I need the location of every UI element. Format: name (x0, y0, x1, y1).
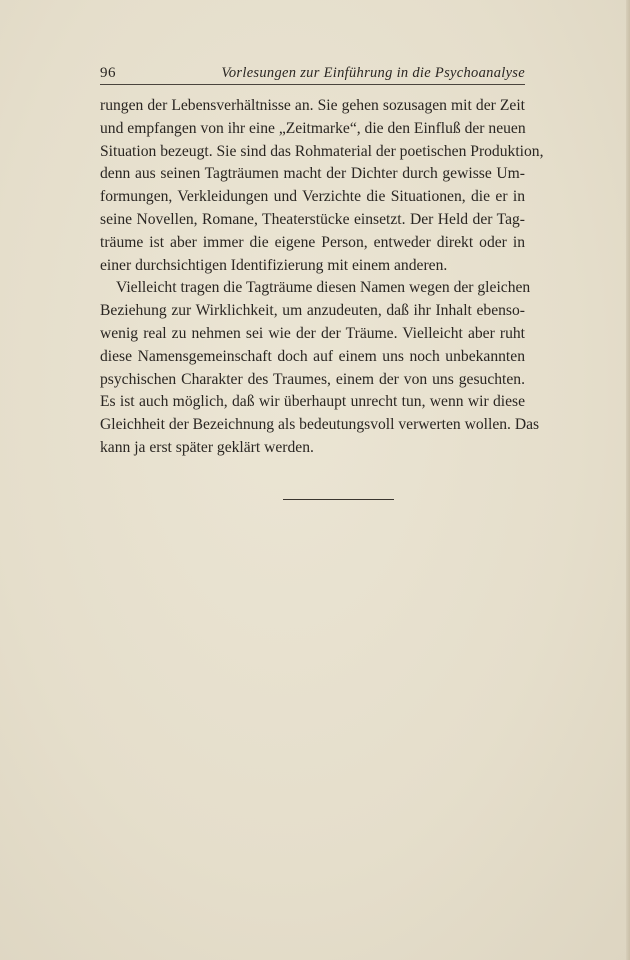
text-line: Situation bezeugt. Sie sind das Rohmaterial der poetischen Produktion, (100, 142, 544, 160)
text-line: kann ja erst später geklärt werden. (100, 438, 314, 456)
running-header (100, 64, 525, 85)
page-number: 96 (100, 65, 116, 81)
text-line: wenig real zu nehmen sei wie der der Träume. Vielleicht aber ruht (100, 324, 525, 342)
text-line: diese Namensgemeinschaft doch auf einem uns noch unbekannten (100, 347, 525, 365)
text-line: seine Novellen, Romane, Theaterstücke einsetzt. Der Held der Tag- (100, 210, 525, 228)
text-line: denn aus seinen Tagträumen macht der Dichter durch gewisse Um- (100, 165, 525, 183)
text-line: und empfangen von ihr eine „Zeitmarke“, die den Einfluß der neuen (100, 119, 526, 137)
section-divider (283, 499, 394, 500)
page-edge (626, 0, 630, 960)
text-line: psychischen Charakter des Traumes, einem der von uns gesuchten. (100, 370, 525, 388)
text-line: Vielleicht tragen die Tagträume diesen Namen wegen der gleichen (116, 279, 531, 297)
body-text (100, 95, 544, 460)
text-line: Gleichheit der Bezeichnung als bedeutungsvoll verwerten wollen. Das (100, 416, 540, 434)
running-title: Vorlesungen zur Einführung in die Psychoanalyse (221, 65, 525, 81)
text-line: einer durchsichtigen Identifizierung mit einem anderen. (100, 256, 448, 274)
text-line: Es ist auch möglich, daß wir überhaupt unrecht tun, wenn wir diese (100, 393, 525, 411)
text-line: rungen der Lebensverhältnisse an. Sie gehen sozusagen mit der Zeit (100, 97, 525, 114)
text-line: träume ist aber immer die eigene Person, entweder direkt oder in (100, 233, 525, 251)
text-line: formungen, Verkleidungen und Verzichte die Situationen, die er in (100, 188, 525, 206)
text-line: Beziehung zur Wirklichkeit, um anzudeuten, daß ihr Inhalt ebenso- (100, 302, 525, 320)
